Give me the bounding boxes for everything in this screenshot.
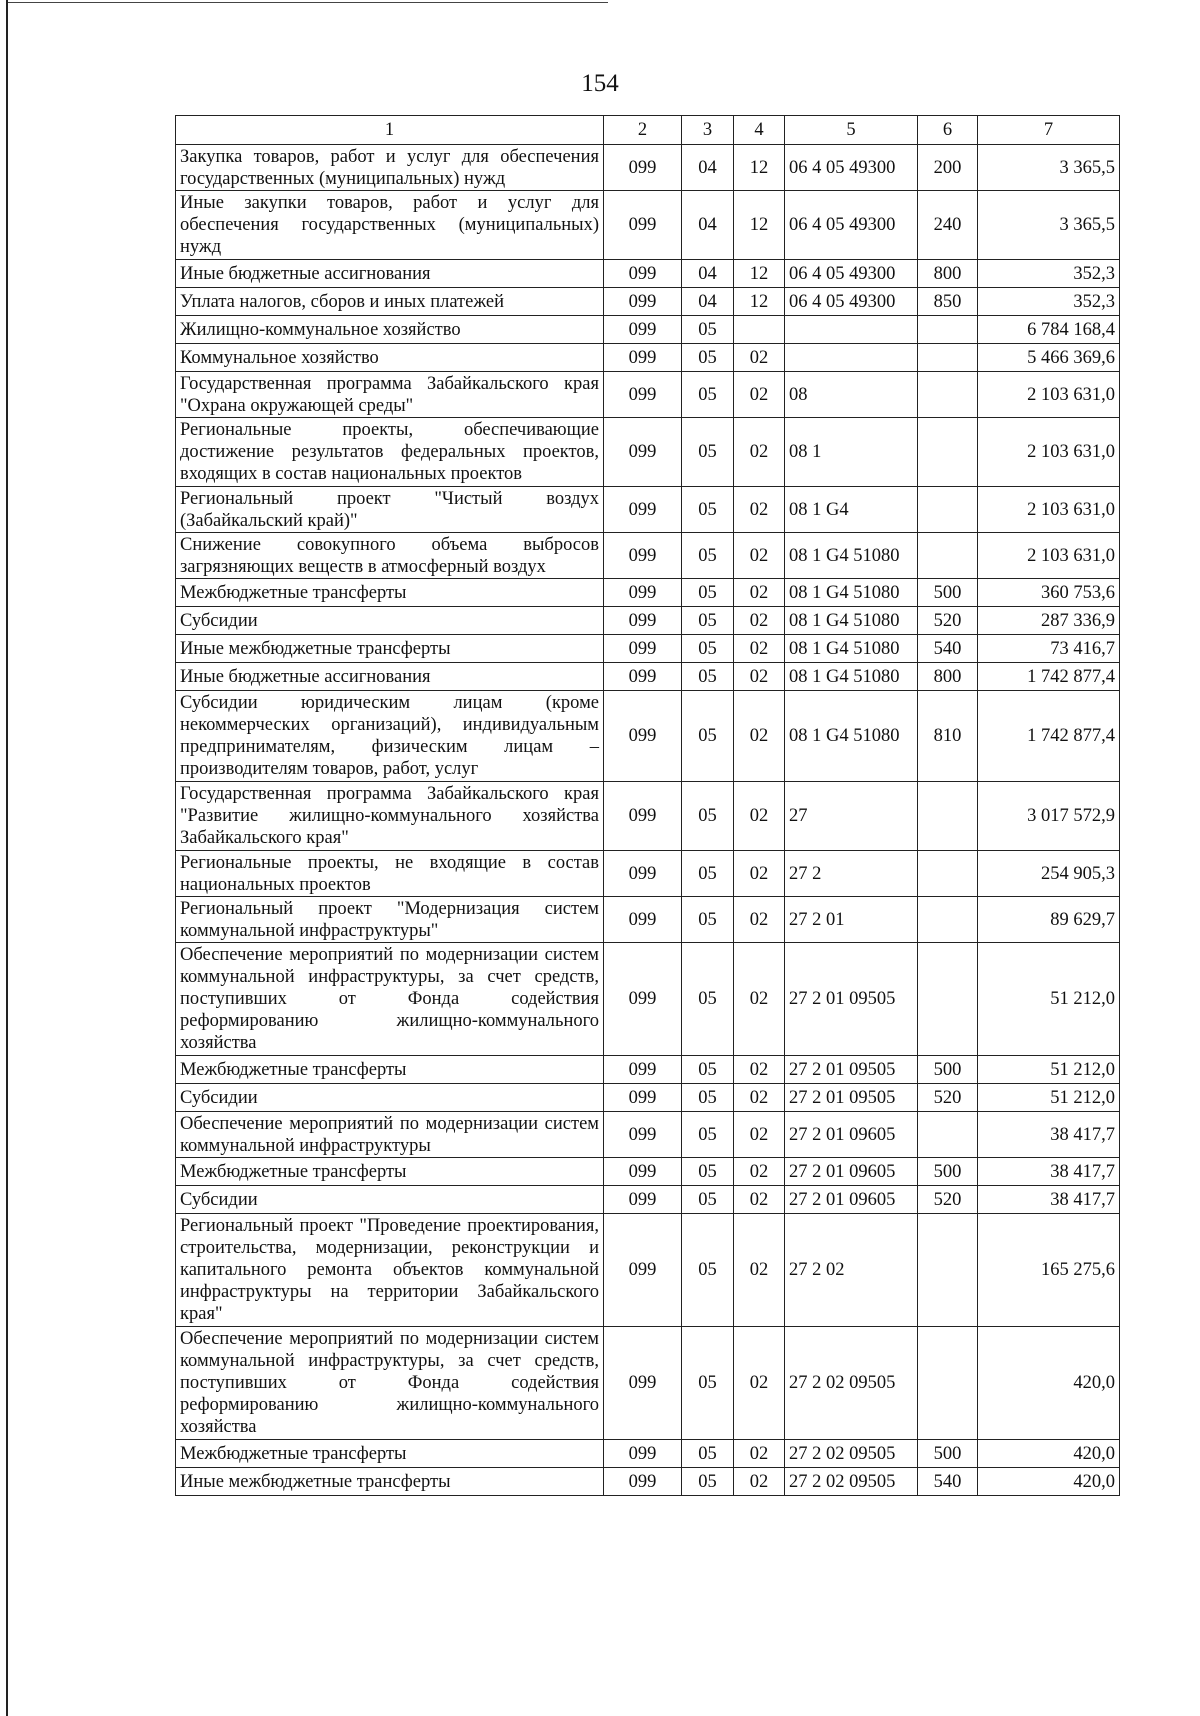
cell-ministry-code: 099 xyxy=(604,344,682,372)
cell-name: Межбюджетные трансферты xyxy=(176,1158,604,1186)
cell-expense-type: 810 xyxy=(918,691,978,782)
cell-section-code: 05 xyxy=(682,372,734,418)
cell-name: Обеспечение мероприятий по модернизации систем коммунальной инфраструктуры xyxy=(176,1112,604,1158)
cell-expense-type: 520 xyxy=(918,607,978,635)
scan-top-line xyxy=(8,2,608,3)
cell-target-article: 06 4 05 49300 xyxy=(785,191,918,260)
cell-amount: 420,0 xyxy=(978,1440,1120,1468)
cell-expense-type: 240 xyxy=(918,191,978,260)
cell-section-code: 05 xyxy=(682,607,734,635)
cell-name: Региональные проекты, обеспечивающие достижение результатов федеральных проектов, входящих в состав национальных проектов xyxy=(176,418,604,487)
cell-amount: 287 336,9 xyxy=(978,607,1120,635)
table-row xyxy=(176,487,1120,533)
cell-target-article: 06 4 05 49300 xyxy=(785,288,918,316)
cell-expense-type: 500 xyxy=(918,579,978,607)
cell-subsection-code: 02 xyxy=(734,1112,785,1158)
cell-amount: 3 365,5 xyxy=(978,191,1120,260)
cell-amount: 2 103 631,0 xyxy=(978,372,1120,418)
cell-ministry-code: 099 xyxy=(604,191,682,260)
cell-expense-type xyxy=(918,851,978,897)
cell-subsection-code: 02 xyxy=(734,1186,785,1214)
table-row xyxy=(176,344,1120,372)
cell-section-code: 05 xyxy=(682,897,734,943)
cell-expense-type xyxy=(918,344,978,372)
cell-name: Жилищно-коммунальное хозяйство xyxy=(176,316,604,344)
cell-amount: 3 017 572,9 xyxy=(978,782,1120,851)
table-row xyxy=(176,943,1120,1056)
cell-expense-type xyxy=(918,316,978,344)
table-row xyxy=(176,191,1120,260)
cell-section-code: 05 xyxy=(682,1440,734,1468)
table-row xyxy=(176,1468,1120,1496)
cell-expense-type: 540 xyxy=(918,635,978,663)
cell-subsection-code: 02 xyxy=(734,1158,785,1186)
table-row xyxy=(176,1440,1120,1468)
cell-target-article: 08 1 G4 51080 xyxy=(785,635,918,663)
cell-section-code: 05 xyxy=(682,1327,734,1440)
cell-ministry-code: 099 xyxy=(604,663,682,691)
cell-ministry-code: 099 xyxy=(604,418,682,487)
cell-target-article: 27 2 02 09505 xyxy=(785,1327,918,1440)
cell-amount: 420,0 xyxy=(978,1468,1120,1496)
header-col-2: 2 xyxy=(604,116,682,145)
cell-target-article xyxy=(785,316,918,344)
cell-section-code: 05 xyxy=(682,1186,734,1214)
cell-expense-type: 500 xyxy=(918,1056,978,1084)
cell-ministry-code: 099 xyxy=(604,1186,682,1214)
cell-subsection-code: 02 xyxy=(734,1440,785,1468)
cell-target-article xyxy=(785,344,918,372)
cell-subsection-code xyxy=(734,316,785,344)
cell-amount: 3 365,5 xyxy=(978,145,1120,191)
cell-expense-type xyxy=(918,943,978,1056)
cell-section-code: 05 xyxy=(682,1158,734,1186)
cell-section-code: 05 xyxy=(682,579,734,607)
cell-ministry-code: 099 xyxy=(604,1468,682,1496)
cell-amount: 352,3 xyxy=(978,288,1120,316)
cell-name: Иные межбюджетные трансферты xyxy=(176,635,604,663)
table-row xyxy=(176,1158,1120,1186)
cell-amount: 1 742 877,4 xyxy=(978,691,1120,782)
cell-amount: 2 103 631,0 xyxy=(978,487,1120,533)
cell-subsection-code: 02 xyxy=(734,1084,785,1112)
cell-section-code: 04 xyxy=(682,191,734,260)
cell-expense-type: 850 xyxy=(918,288,978,316)
cell-amount: 420,0 xyxy=(978,1327,1120,1440)
cell-target-article: 27 2 01 09605 xyxy=(785,1158,918,1186)
cell-target-article: 27 2 01 09605 xyxy=(785,1112,918,1158)
cell-subsection-code: 02 xyxy=(734,1214,785,1327)
cell-subsection-code: 02 xyxy=(734,1468,785,1496)
cell-ministry-code: 099 xyxy=(604,288,682,316)
table-row xyxy=(176,533,1120,579)
cell-target-article: 27 2 01 09505 xyxy=(785,1084,918,1112)
cell-target-article: 27 2 02 xyxy=(785,1214,918,1327)
cell-section-code: 05 xyxy=(682,1056,734,1084)
cell-ministry-code: 099 xyxy=(604,1214,682,1327)
cell-subsection-code: 02 xyxy=(734,897,785,943)
cell-name: Иные бюджетные ассигнования xyxy=(176,663,604,691)
cell-section-code: 05 xyxy=(682,851,734,897)
table-row xyxy=(176,260,1120,288)
cell-target-article: 08 1 G4 51080 xyxy=(785,607,918,635)
cell-expense-type: 200 xyxy=(918,145,978,191)
cell-target-article: 27 2 02 09505 xyxy=(785,1440,918,1468)
cell-subsection-code: 02 xyxy=(734,579,785,607)
cell-section-code: 04 xyxy=(682,260,734,288)
cell-expense-type: 520 xyxy=(918,1084,978,1112)
header-col-6: 6 xyxy=(918,116,978,145)
cell-amount: 5 466 369,6 xyxy=(978,344,1120,372)
cell-name: Государственная программа Забайкальского края "Развитие жилищно-коммунального хозяйства Забайкальского края" xyxy=(176,782,604,851)
cell-name: Субсидии xyxy=(176,1186,604,1214)
cell-amount: 73 416,7 xyxy=(978,635,1120,663)
table-row xyxy=(176,1186,1120,1214)
cell-section-code: 05 xyxy=(682,943,734,1056)
cell-target-article: 27 2 01 09505 xyxy=(785,943,918,1056)
page-number: 154 xyxy=(581,70,619,97)
cell-ministry-code: 099 xyxy=(604,316,682,344)
cell-name: Уплата налогов, сборов и иных платежей xyxy=(176,288,604,316)
cell-amount: 38 417,7 xyxy=(978,1112,1120,1158)
cell-amount: 360 753,6 xyxy=(978,579,1120,607)
cell-ministry-code: 099 xyxy=(604,897,682,943)
cell-target-article: 27 2 xyxy=(785,851,918,897)
header-col-5: 5 xyxy=(785,116,918,145)
cell-expense-type xyxy=(918,533,978,579)
cell-target-article: 27 2 01 09605 xyxy=(785,1186,918,1214)
cell-ministry-code: 099 xyxy=(604,635,682,663)
table-row xyxy=(176,145,1120,191)
cell-target-article: 08 1 G4 51080 xyxy=(785,691,918,782)
cell-name: Закупка товаров, работ и услуг для обеспечения государственных (муниципальных) нужд xyxy=(176,145,604,191)
table-row xyxy=(176,1214,1120,1327)
cell-expense-type xyxy=(918,372,978,418)
cell-expense-type xyxy=(918,1214,978,1327)
cell-subsection-code: 02 xyxy=(734,782,785,851)
cell-expense-type: 520 xyxy=(918,1186,978,1214)
cell-subsection-code: 02 xyxy=(734,344,785,372)
cell-subsection-code: 02 xyxy=(734,943,785,1056)
cell-name: Межбюджетные трансферты xyxy=(176,1056,604,1084)
table-row xyxy=(176,782,1120,851)
cell-target-article: 08 1 G4 51080 xyxy=(785,579,918,607)
cell-ministry-code: 099 xyxy=(604,372,682,418)
cell-name: Снижение совокупного объема выбросов загрязняющих веществ в атмосферный воздух xyxy=(176,533,604,579)
table-row xyxy=(176,897,1120,943)
cell-section-code: 05 xyxy=(682,533,734,579)
cell-name: Иные бюджетные ассигнования xyxy=(176,260,604,288)
cell-expense-type: 800 xyxy=(918,663,978,691)
cell-section-code: 05 xyxy=(682,782,734,851)
cell-section-code: 05 xyxy=(682,487,734,533)
cell-expense-type: 540 xyxy=(918,1468,978,1496)
cell-name: Обеспечение мероприятий по модернизации систем коммунальной инфраструктуры, за счет средств, поступивших от Фонда содействия реформированию жилищно-коммунального хозяйства xyxy=(176,1327,604,1440)
cell-amount: 2 103 631,0 xyxy=(978,533,1120,579)
cell-section-code: 05 xyxy=(682,1468,734,1496)
header-col-7: 7 xyxy=(978,116,1120,145)
cell-expense-type: 500 xyxy=(918,1158,978,1186)
cell-expense-type xyxy=(918,782,978,851)
table-row xyxy=(176,1112,1120,1158)
table-row xyxy=(176,372,1120,418)
cell-target-article: 27 2 01 09505 xyxy=(785,1056,918,1084)
cell-name: Региональные проекты, не входящие в состав национальных проектов xyxy=(176,851,604,897)
cell-amount: 89 629,7 xyxy=(978,897,1120,943)
cell-ministry-code: 099 xyxy=(604,1084,682,1112)
cell-section-code: 05 xyxy=(682,316,734,344)
header-col-1: 1 xyxy=(176,116,604,145)
cell-name: Межбюджетные трансферты xyxy=(176,579,604,607)
table-row xyxy=(176,1056,1120,1084)
cell-ministry-code: 099 xyxy=(604,1056,682,1084)
budget-table xyxy=(175,115,1120,1496)
table-row xyxy=(176,1084,1120,1112)
cell-ministry-code: 099 xyxy=(604,851,682,897)
cell-ministry-code: 099 xyxy=(604,487,682,533)
cell-subsection-code: 02 xyxy=(734,635,785,663)
cell-expense-type: 800 xyxy=(918,260,978,288)
cell-subsection-code: 02 xyxy=(734,607,785,635)
scan-edge-line xyxy=(6,0,8,1716)
cell-name: Иные закупки товаров, работ и услуг для обеспечения государственных (муниципальных) нужд xyxy=(176,191,604,260)
cell-ministry-code: 099 xyxy=(604,579,682,607)
cell-subsection-code: 02 xyxy=(734,851,785,897)
cell-ministry-code: 099 xyxy=(604,1158,682,1186)
cell-expense-type: 500 xyxy=(918,1440,978,1468)
cell-expense-type xyxy=(918,487,978,533)
cell-amount: 51 212,0 xyxy=(978,943,1120,1056)
table-body xyxy=(176,145,1120,1496)
table-row xyxy=(176,691,1120,782)
cell-ministry-code: 099 xyxy=(604,1112,682,1158)
cell-name: Региональный проект "Модернизация систем коммунальной инфраструктуры" xyxy=(176,897,604,943)
cell-subsection-code: 12 xyxy=(734,288,785,316)
cell-subsection-code: 02 xyxy=(734,691,785,782)
cell-ministry-code: 099 xyxy=(604,260,682,288)
cell-name: Региональный проект "Чистый воздух (Забайкальский край)" xyxy=(176,487,604,533)
cell-ministry-code: 099 xyxy=(604,607,682,635)
cell-name: Межбюджетные трансферты xyxy=(176,1440,604,1468)
header-col-4: 4 xyxy=(734,116,785,145)
cell-amount: 2 103 631,0 xyxy=(978,418,1120,487)
cell-section-code: 05 xyxy=(682,1214,734,1327)
cell-amount: 6 784 168,4 xyxy=(978,316,1120,344)
table-row xyxy=(176,663,1120,691)
cell-ministry-code: 099 xyxy=(604,1327,682,1440)
cell-section-code: 05 xyxy=(682,635,734,663)
cell-section-code: 05 xyxy=(682,344,734,372)
cell-target-article: 27 2 02 09505 xyxy=(785,1468,918,1496)
cell-target-article: 08 1 G4 51080 xyxy=(785,533,918,579)
cell-name: Коммунальное хозяйство xyxy=(176,344,604,372)
cell-target-article: 06 4 05 49300 xyxy=(785,260,918,288)
cell-amount: 254 905,3 xyxy=(978,851,1120,897)
cell-ministry-code: 099 xyxy=(604,782,682,851)
cell-name: Региональный проект "Проведение проектирования, строительства, модернизации, реконструкции и капитального ремонта объектов коммунальной инфраструктуры на территории Забайкальского края" xyxy=(176,1214,604,1327)
cell-amount: 51 212,0 xyxy=(978,1084,1120,1112)
cell-target-article: 27 2 01 xyxy=(785,897,918,943)
table-row xyxy=(176,288,1120,316)
header-col-3: 3 xyxy=(682,116,734,145)
cell-subsection-code: 12 xyxy=(734,145,785,191)
cell-name: Субсидии юридическим лицам (кроме некоммерческих организаций), индивидуальным предпринимателям, физическим лицам – производителям товаров, работ, услуг xyxy=(176,691,604,782)
table-row xyxy=(176,635,1120,663)
cell-section-code: 05 xyxy=(682,1112,734,1158)
cell-ministry-code: 099 xyxy=(604,533,682,579)
cell-ministry-code: 099 xyxy=(604,145,682,191)
cell-target-article: 08 1 G4 xyxy=(785,487,918,533)
cell-section-code: 05 xyxy=(682,418,734,487)
cell-subsection-code: 02 xyxy=(734,487,785,533)
cell-ministry-code: 099 xyxy=(604,691,682,782)
cell-section-code: 04 xyxy=(682,288,734,316)
cell-amount: 165 275,6 xyxy=(978,1214,1120,1327)
cell-expense-type xyxy=(918,1327,978,1440)
cell-subsection-code: 02 xyxy=(734,418,785,487)
table-row xyxy=(176,1327,1120,1440)
cell-section-code: 04 xyxy=(682,145,734,191)
cell-section-code: 05 xyxy=(682,691,734,782)
cell-ministry-code: 099 xyxy=(604,1440,682,1468)
table-row xyxy=(176,418,1120,487)
cell-name: Государственная программа Забайкальского края "Охрана окружающей среды" xyxy=(176,372,604,418)
cell-ministry-code: 099 xyxy=(604,943,682,1056)
cell-name: Субсидии xyxy=(176,1084,604,1112)
cell-subsection-code: 02 xyxy=(734,372,785,418)
table-row xyxy=(176,851,1120,897)
cell-subsection-code: 02 xyxy=(734,533,785,579)
cell-amount: 38 417,7 xyxy=(978,1158,1120,1186)
cell-subsection-code: 12 xyxy=(734,191,785,260)
cell-name: Субсидии xyxy=(176,607,604,635)
cell-target-article: 06 4 05 49300 xyxy=(785,145,918,191)
cell-target-article: 08 1 G4 51080 xyxy=(785,663,918,691)
cell-subsection-code: 02 xyxy=(734,1056,785,1084)
cell-name: Иные межбюджетные трансферты xyxy=(176,1468,604,1496)
cell-target-article: 08 1 xyxy=(785,418,918,487)
cell-amount: 51 212,0 xyxy=(978,1056,1120,1084)
cell-name: Обеспечение мероприятий по модернизации систем коммунальной инфраструктуры, за счет средств, поступивших от Фонда содействия реформированию жилищно-коммунального хозяйства xyxy=(176,943,604,1056)
cell-expense-type xyxy=(918,897,978,943)
table-row xyxy=(176,316,1120,344)
cell-subsection-code: 02 xyxy=(734,1327,785,1440)
cell-section-code: 05 xyxy=(682,1084,734,1112)
table-row xyxy=(176,607,1120,635)
cell-subsection-code: 02 xyxy=(734,663,785,691)
header-row xyxy=(176,116,1120,145)
cell-section-code: 05 xyxy=(682,663,734,691)
cell-amount: 352,3 xyxy=(978,260,1120,288)
cell-subsection-code: 12 xyxy=(734,260,785,288)
table-row xyxy=(176,579,1120,607)
cell-amount: 1 742 877,4 xyxy=(978,663,1120,691)
cell-expense-type xyxy=(918,1112,978,1158)
cell-target-article: 08 xyxy=(785,372,918,418)
cell-amount: 38 417,7 xyxy=(978,1186,1120,1214)
cell-target-article: 27 xyxy=(785,782,918,851)
cell-expense-type xyxy=(918,418,978,487)
